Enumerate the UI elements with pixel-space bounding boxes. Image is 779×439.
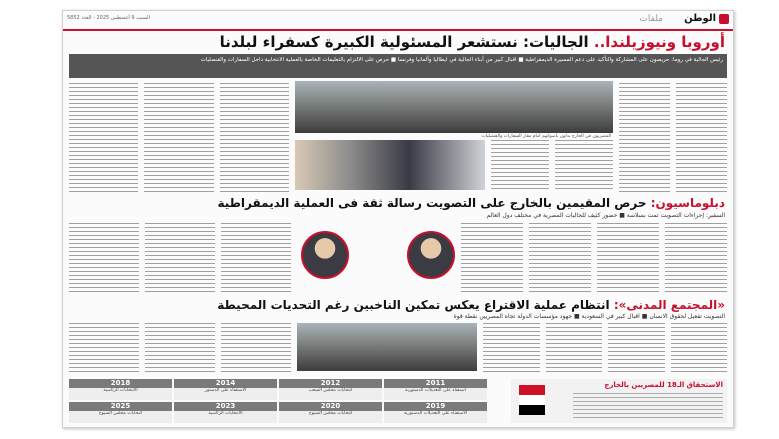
article3-headline-black: انتظام عملية الاقتراع يعكس تمكين الناخبين رغم التحديات المحيطة — [217, 298, 610, 312]
timeline-item — [174, 402, 277, 423]
article2-headline-black: حرص المقيمين بالخارج على التصويت رسالة ثقة فى العملية الديمقراطية — [217, 196, 647, 210]
timeline-item — [384, 402, 487, 423]
timeline-year: 2020 — [279, 402, 382, 411]
timeline-label: الاستفتاء على التعديلات الدستورية — [403, 411, 468, 416]
article1-text-left — [69, 83, 289, 195]
article3-headline — [217, 298, 725, 312]
article3-headline-red: «المجتمع المدنى»: — [613, 298, 725, 312]
promo-text — [573, 393, 723, 419]
promo-box — [511, 379, 727, 423]
timeline-year: 2019 — [384, 402, 487, 411]
timeline-label: انتخابات مجلس الشيوخ — [98, 411, 143, 416]
article3-subheadline: التصويت تفعيل لحقوق الانسان ■ اقبال كبير في السعودية ■ جهود مؤسسات الدولة تجاه المصريين نقطة قوة — [453, 313, 725, 320]
article1-lead: رئيس الجالية في روما: حريصون على المشاركة والتأكيد على دعم المسيرة الديمقراطية ■ اقبال كبير من أبناء الجالية في ايطاليا وألمانيا وفرنسا ■ حرص على الالتزام بالتعليمات الخاصة بالعملية الانتخابية داخل السفارات والقنصليات — [69, 54, 727, 78]
timeline-year: 2018 — [69, 379, 172, 388]
article2-subheadline: السفير: إجراءات التصويت تمت بسلاسة ■ حضور كثيف للجاليات المصرية في مختلف دول العالم — [486, 212, 725, 219]
timeline-item — [69, 402, 172, 423]
timeline-label: انتخابات مجلس الشعب — [308, 388, 353, 393]
logo-icon — [719, 14, 729, 24]
egypt-flag-icon — [519, 385, 545, 415]
article1-headline-black: الجاليات: نستشعر المسئولية الكبيرة كسفراء لبلدنا — [219, 33, 589, 51]
article2-text-left — [69, 223, 291, 295]
section-tag: ملفات — [639, 14, 663, 24]
officials-photo — [295, 140, 485, 190]
article3-text-left — [69, 323, 291, 375]
logo — [684, 13, 729, 24]
bottom-strip — [69, 379, 727, 423]
timeline-item — [279, 402, 382, 423]
newspaper-page — [62, 10, 734, 428]
civil-society-photo — [297, 323, 477, 371]
timeline-label: استفتاء على التعديلات الدستورية — [405, 388, 466, 393]
article1-headline — [220, 33, 725, 51]
issue-date: السبت 9 أغسطس 2025 - العدد 5852 — [67, 15, 150, 21]
timeline-year: 2011 — [384, 379, 487, 388]
masthead — [63, 11, 733, 31]
article1-text-right — [619, 83, 727, 195]
diplomat-portrait-2 — [407, 231, 455, 279]
article2-headline — [217, 196, 725, 210]
article1-text-middle — [491, 140, 613, 192]
timeline-label: انتخابات مجلس الشيوخ — [308, 411, 353, 416]
article2-headline-red: دبلوماسيون: — [650, 196, 725, 210]
timeline-item — [384, 379, 487, 400]
elections-timeline — [69, 379, 487, 423]
timeline-label: الانتخابات الرئاسية — [208, 411, 243, 416]
article3-text-right — [483, 323, 727, 375]
logo-text: الوطن — [684, 13, 716, 24]
promo-title: الاستحقاق الـ18 للمصريين بالخارج — [604, 381, 723, 389]
flag-stripe-red — [519, 385, 545, 395]
crowd-photo — [295, 81, 613, 133]
timeline-item — [69, 379, 172, 400]
timeline-year: 2025 — [69, 402, 172, 411]
diplomat-portrait-1 — [301, 231, 349, 279]
article2-text-right — [461, 223, 727, 295]
timeline-item — [279, 379, 382, 400]
timeline-item — [174, 379, 277, 400]
timeline-label: الانتخابات الرئاسية — [103, 388, 138, 393]
timeline-year: 2014 — [174, 379, 277, 388]
flag-stripe-white — [519, 395, 545, 405]
timeline-label: الاستفتاء على الدستور — [204, 388, 247, 393]
flag-stripe-black — [519, 405, 545, 415]
crowd-photo-caption: المصريون في الخارج يدلون بأصواتهم أمام مقار السفارات والقنصليات — [481, 134, 611, 139]
article1-headline-red: أوروبا ونيوزيلندا.. — [593, 33, 725, 51]
timeline-year: 2012 — [279, 379, 382, 388]
timeline-year: 2023 — [174, 402, 277, 411]
